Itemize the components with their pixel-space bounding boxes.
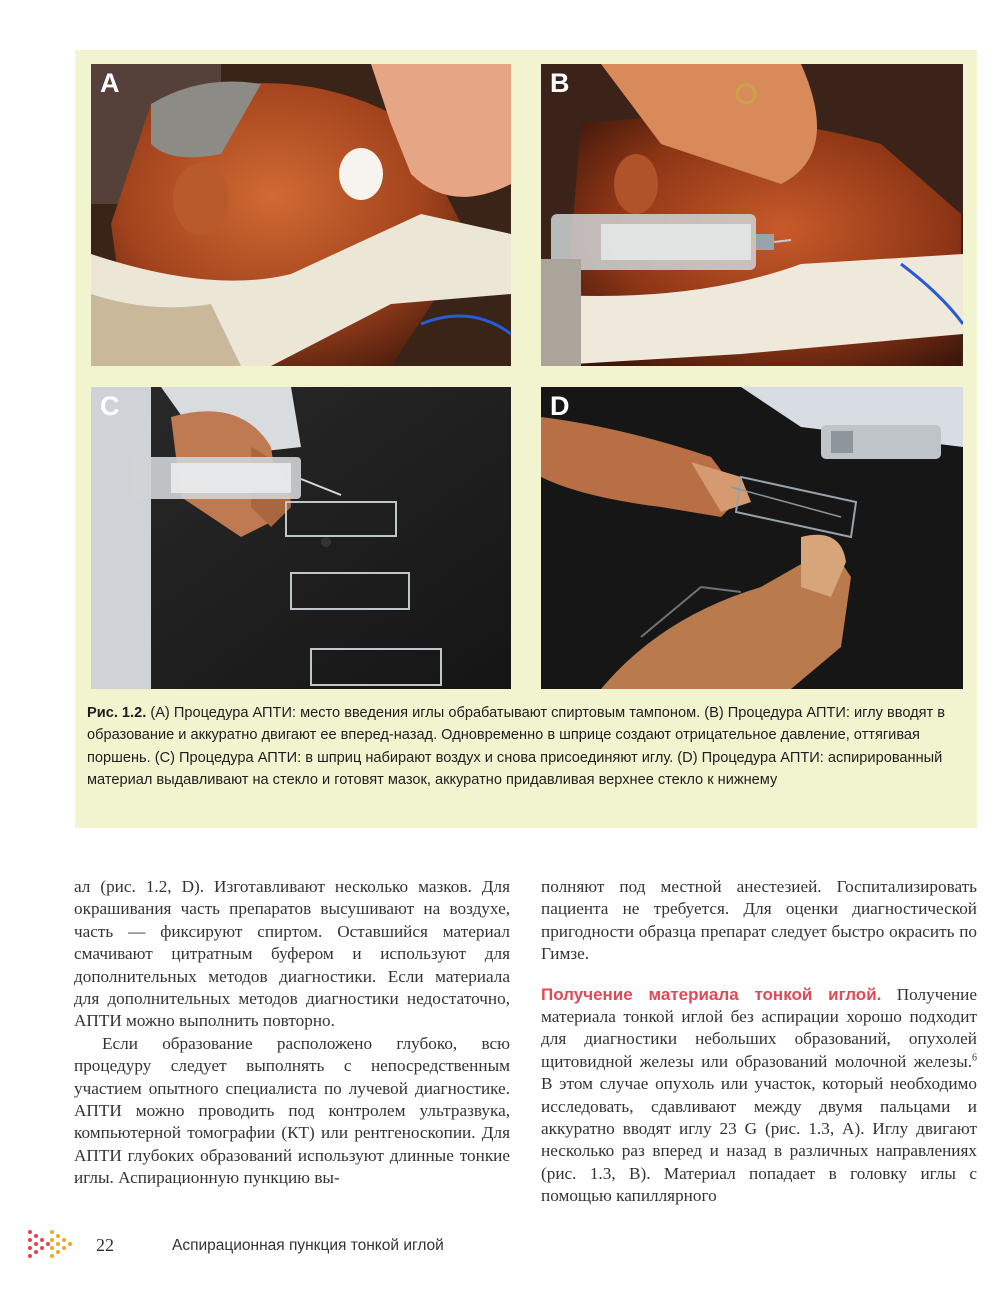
paragraph-with-heading — [541, 984, 977, 1208]
photo-c-image — [91, 387, 511, 689]
photo-a-image — [91, 64, 511, 366]
reference-number: 6 — [972, 1052, 977, 1064]
photo-d-image — [541, 387, 963, 689]
panel-letter: B — [550, 68, 570, 98]
photo-panel-a — [91, 64, 511, 366]
running-title: Аспирационная пункция тонкой иглой — [172, 1237, 444, 1254]
panel-letter: C — [100, 391, 120, 421]
panel-letter: D — [550, 391, 570, 421]
panel-letter: A — [100, 68, 120, 98]
paragraph: полняют под местной анестезией. Госпитализировать пациента не требуется. Для оценки диагностической пригодности образца препарат следует быстро окрасить по Гимзе. — [541, 877, 977, 964]
paragraph: Если образование расположено глубоко, всю процедуру следует выполнять с непосредственным участием опытного специалиста по лучевой диагностике. АПТИ можно проводить под контролем ультразвука, компьютерной томографии (КТ) или рентгеноскопии. Для АПТИ глубоких образований используют длинные тонкие иглы. Аспирационную пункцию вы- — [74, 1033, 510, 1188]
paragraph-text: Получение материала тонкой иглой без аспирации хорошо подходит для диагностики небольших образований, опухолей щитовидной железы или образований молочной железы. — [541, 984, 978, 1071]
footer-arrows-icon — [27, 1229, 75, 1263]
figure-caption — [87, 702, 967, 792]
photo-b-image — [541, 64, 963, 366]
page-number: 22 — [96, 1235, 114, 1255]
right-text-column — [541, 876, 977, 1208]
photo-panel-d — [541, 387, 963, 689]
caption-label: Рис. 1.2. — [87, 705, 147, 721]
photo-panel-b — [541, 64, 963, 366]
section-heading: Получение материала тонкой иглой. — [541, 984, 882, 1004]
photo-panel-c — [91, 387, 511, 689]
left-text-column — [74, 876, 510, 1190]
paragraph-text: В этом случае опухоль или участок, который необходимо исследовать, сдавливают между двумя пальцами и аккуратно вводят иглу 23 G (рис. 1.3, А). Иглу двигают несколько раз вперед и назад в различных направлениях (рис. 1.3, В). Материал попадает в головку иглы с помощью капиллярного — [541, 1074, 977, 1206]
paragraph: ал (рис. 1.2, D). Изготавливают несколько мазков. Для окрашивания часть препаратов высушивают на воздухе, часть — фиксируют спиртом. Оставшийся материал смачивают цитратным буфером и используют для дополнительных методов диагностики. Если материала для дополнительных методов диагностики недостаточно, АПТИ можно выполнить повторно. — [74, 877, 510, 1031]
caption-text: (А) Процедура АПТИ: место введения иглы обрабатывают спиртовым тампоном. (В) Процедура АПТИ: иглу вводят в образование и аккуратно двигают ее вперед-назад. Одновременно в шприце создают отрицательное давление, оттягивая поршень. (С) Процедура АПТИ: в шприц набирают воздух и снова присоединяют иглу. (D) Процедура АПТИ: аспирированный материал выдавливают на стекло и готовят мазок, аккуратно придавливая верхнее стекло к нижнему — [87, 705, 946, 789]
